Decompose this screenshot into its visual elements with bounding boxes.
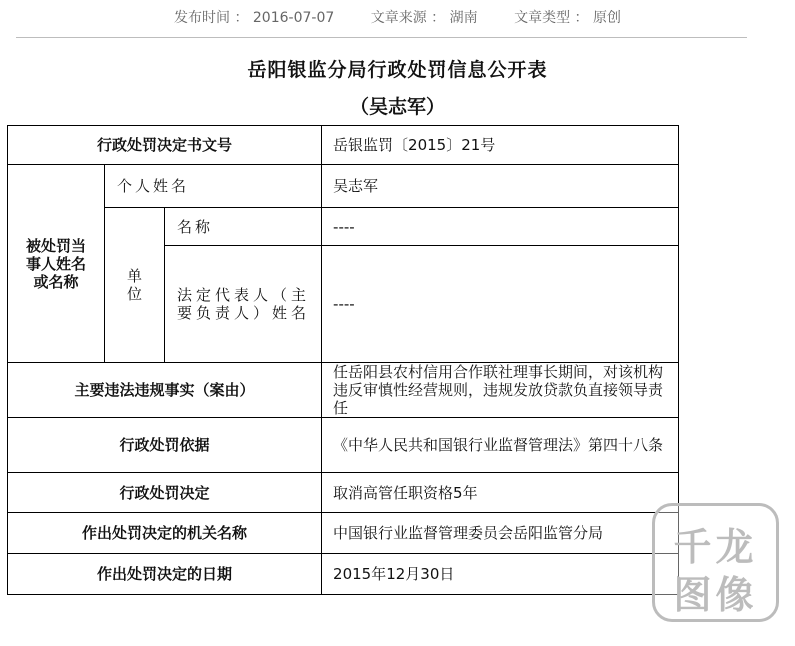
basis-label: 行政处罚依据 [8, 418, 322, 473]
page-subtitle: （吴志军） [349, 96, 445, 118]
basis-value: 《中华人民共和国银行业监督管理法》第四十八条 [322, 418, 679, 473]
decision-value: 取消高管任职资格5年 [322, 473, 679, 513]
unit-name-label: 名称 [165, 208, 322, 246]
decision-label: 行政处罚决定 [8, 473, 322, 513]
date-label: 作出处罚决定的日期 [8, 554, 322, 595]
authority-label: 作出处罚决定的机关名称 [8, 513, 322, 554]
table-row [8, 554, 679, 595]
meta-divider [16, 37, 747, 38]
facts-label: 主要违法违规事实（案由） [8, 363, 322, 418]
table-row [8, 165, 679, 208]
person-name-label: 个人姓名 [105, 165, 322, 208]
table-row [8, 126, 679, 165]
article-meta-bar [0, 0, 795, 36]
table-row [8, 418, 679, 473]
table-row [8, 208, 679, 246]
authority-value: 中国银行业监督管理委员会岳阳监管分局 [322, 513, 679, 554]
date-value: 2015年12月30日 [322, 554, 679, 595]
article-type: 文章类型 ： 原创 [514, 10, 621, 26]
watermark-line-1: 千龙 [673, 525, 758, 569]
doc-no-label: 行政处罚决定书文号 [8, 126, 322, 165]
qianlong-watermark [652, 503, 779, 622]
unit-name-value: ---- [322, 208, 679, 246]
penalty-info-table [7, 125, 679, 595]
article-source: 文章来源 ： 湖南 [370, 10, 478, 26]
table-row [8, 513, 679, 554]
facts-value: 任岳阳县农村信用合作联社理事长期间，对该机构违反审慎性经营规则，违规发放贷款负直接领导责任 [322, 363, 679, 418]
page-title: 岳阳银监分局行政处罚信息公开表 [247, 59, 548, 81]
unit-label: 单位 [105, 208, 165, 363]
publish-time: 发布时间 ： 2016-07-07 [174, 10, 335, 26]
table-row [8, 363, 679, 418]
legal-rep-value: ---- [322, 246, 679, 363]
watermark-line-2: 图像 [673, 573, 758, 617]
party-label: 被处罚当事人姓名或名称 [8, 165, 105, 363]
person-name-value: 吴志军 [322, 165, 679, 208]
doc-no-value: 岳银监罚〔2015〕21号 [322, 126, 679, 165]
table-row [8, 473, 679, 513]
legal-rep-label: 法定代表人（主要负责人）姓名 [165, 246, 322, 363]
